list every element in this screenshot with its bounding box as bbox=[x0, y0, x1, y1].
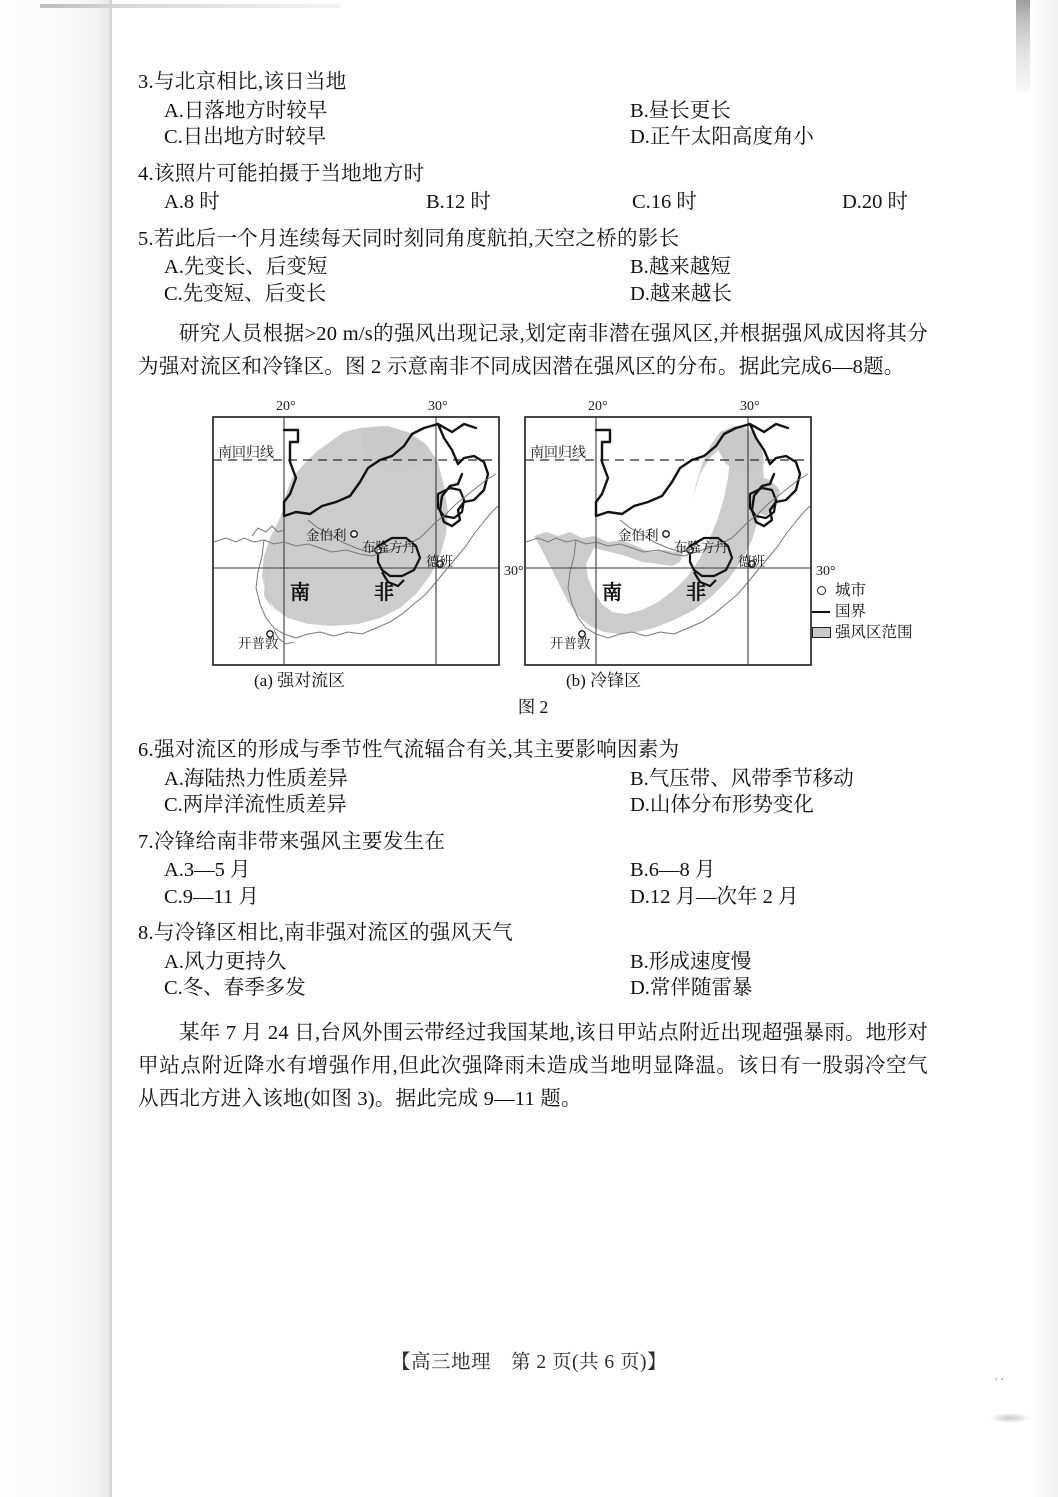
panel-b-country-label-2: 非 bbox=[686, 582, 706, 605]
question-5-option-d[interactable]: D.越来越长 bbox=[630, 282, 732, 305]
question-5-option-b[interactable]: B.越来越短 bbox=[630, 256, 731, 278]
question-3-stem: 3.与北京相比,该日当地 bbox=[138, 71, 347, 93]
scan-bottom-right-artifact bbox=[990, 1413, 1030, 1423]
question-4-options-row-1 bbox=[138, 192, 928, 213]
question-7-option-a[interactable]: A.3—5 月 bbox=[164, 859, 251, 882]
question-5-options-row-2 bbox=[138, 284, 928, 305]
question-4-option-c[interactable]: C.16 时 bbox=[632, 191, 697, 213]
question-8-option-b[interactable]: B.形成速度慢 bbox=[630, 950, 752, 973]
panel-b-lon-30-label: 30° bbox=[740, 399, 760, 415]
question-6-options-row-1 bbox=[138, 769, 928, 790]
figure-2 bbox=[138, 394, 928, 718]
panel-b-city-label-bloemfontein: 布隆方丹 bbox=[674, 540, 728, 556]
question-6-option-a[interactable]: A.海陆热力性质差异 bbox=[164, 767, 348, 790]
panel-a-city-label-durban: 德班 bbox=[426, 554, 453, 570]
legend-label-city: 城市 bbox=[835, 582, 867, 600]
figure-2-panel-a-caption: (a) 强对流区 bbox=[254, 671, 346, 691]
scan-top-bar-artifact bbox=[40, 4, 340, 8]
question-7-option-d[interactable]: D.12 月—次年 2 月 bbox=[630, 885, 799, 908]
question-5-stem: 5.若此后一个月连续每天同时刻同角度航拍,天空之桥的影长 bbox=[138, 227, 680, 250]
panel-b-lon-20-label: 20° bbox=[588, 399, 608, 415]
question-4-stem: 4.该照片可能拍摄于当地地方时 bbox=[138, 162, 425, 185]
panel-b-country-label-1: 南 bbox=[602, 582, 622, 605]
question-8-option-d[interactable]: D.常伴随雷暴 bbox=[630, 977, 753, 1000]
question-5-options-row-1 bbox=[138, 257, 928, 278]
question-3-option-a[interactable]: A.日落地方时较早 bbox=[164, 99, 328, 122]
figure-2-panel-a bbox=[212, 399, 524, 666]
question-8-option-a[interactable]: A.风力更持久 bbox=[164, 950, 287, 973]
question-4-option-d[interactable]: D.20 时 bbox=[842, 191, 909, 213]
panel-a-lon-30-label: 30° bbox=[428, 399, 448, 415]
question-7-option-c[interactable]: C.9—11 月 bbox=[164, 885, 259, 908]
panel-a-tropic-label: 南回归线 bbox=[218, 446, 274, 462]
windzone-box-icon bbox=[810, 627, 832, 638]
question-3-option-c[interactable]: C.日出地方时较早 bbox=[164, 126, 327, 148]
legend-row-city bbox=[810, 580, 913, 601]
question-7-stem: 7.冷锋给南非带来强风主要发生在 bbox=[138, 830, 446, 853]
question-content bbox=[138, 72, 928, 1127]
page-footer bbox=[0, 1346, 1058, 1374]
question-3-options-row-2 bbox=[138, 127, 928, 148]
panel-a-country-label-1: 南 bbox=[290, 582, 310, 605]
question-8-option-c[interactable]: C.冬、春季多发 bbox=[164, 977, 306, 1000]
legend-row-border bbox=[810, 601, 913, 622]
question-7-options-row-1 bbox=[138, 860, 928, 881]
panel-a-lon-20-label: 20° bbox=[276, 399, 296, 415]
city-marker-kimberley bbox=[351, 531, 357, 537]
question-7-options-row-2 bbox=[138, 887, 928, 908]
page-footer-text: 【高三地理 第 2 页(共 6 页)】 bbox=[391, 1352, 667, 1373]
question-8-options-row-2 bbox=[138, 978, 928, 999]
question-3-option-b[interactable]: B.昼长更长 bbox=[630, 99, 731, 122]
border-line-icon bbox=[810, 611, 832, 613]
figure-2-caption: 图 2 bbox=[517, 697, 549, 718]
question-6-options-row-2 bbox=[138, 795, 928, 816]
panel-a-city-label-capetown: 开普敦 bbox=[238, 636, 279, 652]
panel-b-tropic-label: 南回归线 bbox=[530, 446, 586, 462]
legend-row-windzone bbox=[810, 622, 913, 643]
panel-b-city-label-durban: 德班 bbox=[738, 554, 765, 570]
panel-b-city-label-capetown: 开普敦 bbox=[550, 636, 591, 652]
scan-top-right-artifact bbox=[1016, 0, 1030, 92]
city-circle-icon bbox=[810, 586, 832, 595]
passage-south-africa: 研究人员根据>20 m/s的强风出现记录,划定南非潜在强风区,并根据强风成因将其分为强对流区和冷锋区。图 2 示意南非不同成因潜在强风区的分布。据此完成6—8题。 bbox=[138, 323, 928, 379]
question-8-stem: 8.与冷锋区相比,南非强对流区的强风天气 bbox=[138, 922, 513, 945]
legend-label-border: 国界 bbox=[835, 603, 867, 621]
passage-typhoon: 某年 7 月 24 日,台风外围云带经过我国某地,该日甲站点附近出现超强暴雨。地形对甲站点附近降水有增强作用,但此次强降雨未造成当地明显降温。该日有一股弱冷空气从西北方进入该地(如图 3)。据此完成 9—11 题。 bbox=[138, 1021, 928, 1111]
question-3-option-d[interactable]: D.正午太阳高度角小 bbox=[630, 126, 814, 148]
question-8-options-row-1 bbox=[138, 952, 928, 973]
page-corner-dots: .. bbox=[994, 1368, 1006, 1384]
scan-right-fade-artifact bbox=[1032, 0, 1058, 1497]
scan-left-edge-artifact bbox=[0, 0, 112, 1497]
question-6-option-c[interactable]: C.两岸洋流性质差异 bbox=[164, 794, 347, 817]
figure-2-panel-b bbox=[524, 399, 836, 666]
panel-a-lat-30-label: 30° bbox=[504, 564, 524, 580]
panel-b-city-label-kimberley: 金伯利 bbox=[618, 528, 659, 544]
panel-a-country-label-2: 非 bbox=[374, 582, 394, 605]
panel-a-city-label-bloemfontein: 布隆方丹 bbox=[362, 540, 416, 556]
city-marker-kimberley bbox=[663, 531, 669, 537]
panel-b-lat-30-label: 30° bbox=[816, 564, 836, 580]
question-3-options-row-1 bbox=[138, 101, 928, 122]
question-7-option-b[interactable]: B.6—8 月 bbox=[630, 859, 716, 882]
figure-2-legend bbox=[810, 580, 913, 643]
question-6-option-b[interactable]: B.气压带、风带季节移动 bbox=[630, 767, 854, 790]
question-5-option-c[interactable]: C.先变短、后变长 bbox=[164, 282, 327, 305]
question-6-option-d[interactable]: D.山体分布形势变化 bbox=[630, 794, 814, 817]
legend-label-windzone: 强风区范围 bbox=[835, 624, 913, 642]
question-4-option-b[interactable]: B.12 时 bbox=[426, 191, 491, 213]
figure-2-panel-b-caption: (b) 冷锋区 bbox=[566, 671, 642, 691]
panel-a-city-label-kimberley: 金伯利 bbox=[306, 528, 347, 544]
question-4-option-a[interactable]: A.8 时 bbox=[164, 191, 220, 213]
question-6-stem: 6.强对流区的形成与季节性气流辐合有关,其主要影响因素为 bbox=[138, 739, 680, 762]
question-5-option-a[interactable]: A.先变长、后变短 bbox=[164, 256, 328, 278]
